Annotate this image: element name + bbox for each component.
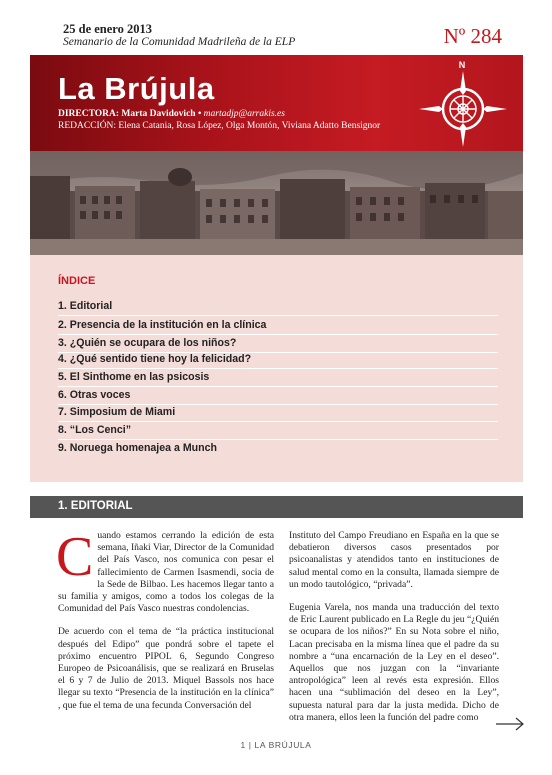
page-footer: 1 | LA BRÚJULA xyxy=(240,740,312,750)
index-item-cenci[interactable]: 8. “Los Cenci” xyxy=(58,424,131,436)
index-divider xyxy=(58,315,498,316)
article-paragraph-text: uando estamos cerrando la edición de esta semana, Iñaki Viar, Director de la Comunidad del País Vasco, nos comunica con pesar el fallecimiento de Carmen Isasmendi, socia de la Sede de Bilbao. Les hacemos llegar tanto a su familia y amigos, como a todos los colegas de la Comunidad del País Vasco nuestras condolencias. xyxy=(58,530,274,615)
index-title: ÍNDICE xyxy=(58,275,96,287)
index-item-munch[interactable]: 9. Noruega homenajea a Munch xyxy=(58,442,217,454)
publication-title: La Brújula xyxy=(58,71,215,106)
index-divider xyxy=(58,439,498,440)
index-divider xyxy=(58,421,498,422)
issue-date: 25 de enero 2013 xyxy=(63,22,152,36)
article-paragraph xyxy=(56,526,274,615)
article-column-left xyxy=(56,526,274,723)
index-item-miami[interactable]: 7. Simposium de Miami xyxy=(58,406,176,418)
next-page-arrow-icon[interactable] xyxy=(495,717,525,731)
article-paragraph: Eugenia Varela, nos manda una traducción del texto de Eric Laurent publicado en La Regle du jeu “¿Quién se ocupara de los niños?” En su Nota sobre el niño, Lacan precisaba en la misma línea que el padre da su nombre a “una encarnación de la Ley en el deseo”. Aquellos que nos juzgan con la “invariante antropológica” leen al revés esta expresión. Ellos hacen una “sublimación del deseo en la Ley”, supuesta natural para dar la justa medida. Dicho de otra manera, ellos leen la función del padre como xyxy=(289,602,499,723)
director-line xyxy=(58,109,285,119)
index-divider xyxy=(58,386,498,387)
index-item-ninos[interactable]: 3. ¿Quién se ocupara de los niños? xyxy=(58,337,237,349)
index-item-editorial[interactable]: 1. Editorial xyxy=(58,300,113,312)
index-divider xyxy=(58,334,498,335)
issue-number: Nº 284 xyxy=(443,24,502,48)
city-panorama-image xyxy=(30,151,523,255)
compass-north-label: N xyxy=(458,60,466,70)
article-paragraph: Instituto del Campo Freudiano en España en la que se debatieron diversos casos presentados por psicoanalistas y atendidos tanto en instituciones de salud mental como en la consulta, llamada siempre de un modo tautológico, “privada”. xyxy=(289,530,499,590)
article-column-right xyxy=(289,530,499,735)
index-divider xyxy=(58,404,498,405)
article-paragraph: De acuerdo con el tema de “la práctica institucional después del Edipo” que pondrá sobre el tapete el próximo encuentro PIPOL 6, Segundo Congreso Europeo de Psicoanálisis, que se realizará en Bruselas el 6 y 7 de Julio de 2013. Miquel Bassols nos hace llegar su texto “Presencia de la institución en la clínica” , que fue el tema de una fecunda Conversación del xyxy=(58,626,274,711)
drop-cap: C xyxy=(56,526,94,588)
redaction-line: REDACCIÓN: Elena Catania, Rosa López, Olga Montón, Viviana Adatto Bensignor xyxy=(58,121,381,131)
index-item-presencia[interactable]: 2. Presencia de la institución en la clínica xyxy=(58,319,267,331)
publication-subtitle: Semanario de la Comunidad Madrileña de la ELP xyxy=(63,36,296,48)
index-item-sinthome[interactable]: 5. El Sinthome en las psicosis xyxy=(58,371,210,383)
section-title: 1. EDITORIAL xyxy=(58,500,133,512)
index-item-felicidad[interactable]: 4. ¿Qué sentido tiene hoy la felicidad? xyxy=(58,353,252,365)
director-email[interactable]: martadjp@arrakis.es xyxy=(203,109,285,119)
director-label: DIRECTORA: Marta Davidovich • xyxy=(58,109,204,119)
index-item-otras-voces[interactable]: 6. Otras voces xyxy=(58,389,131,401)
compass-icon xyxy=(418,57,508,153)
index-divider xyxy=(58,368,498,369)
